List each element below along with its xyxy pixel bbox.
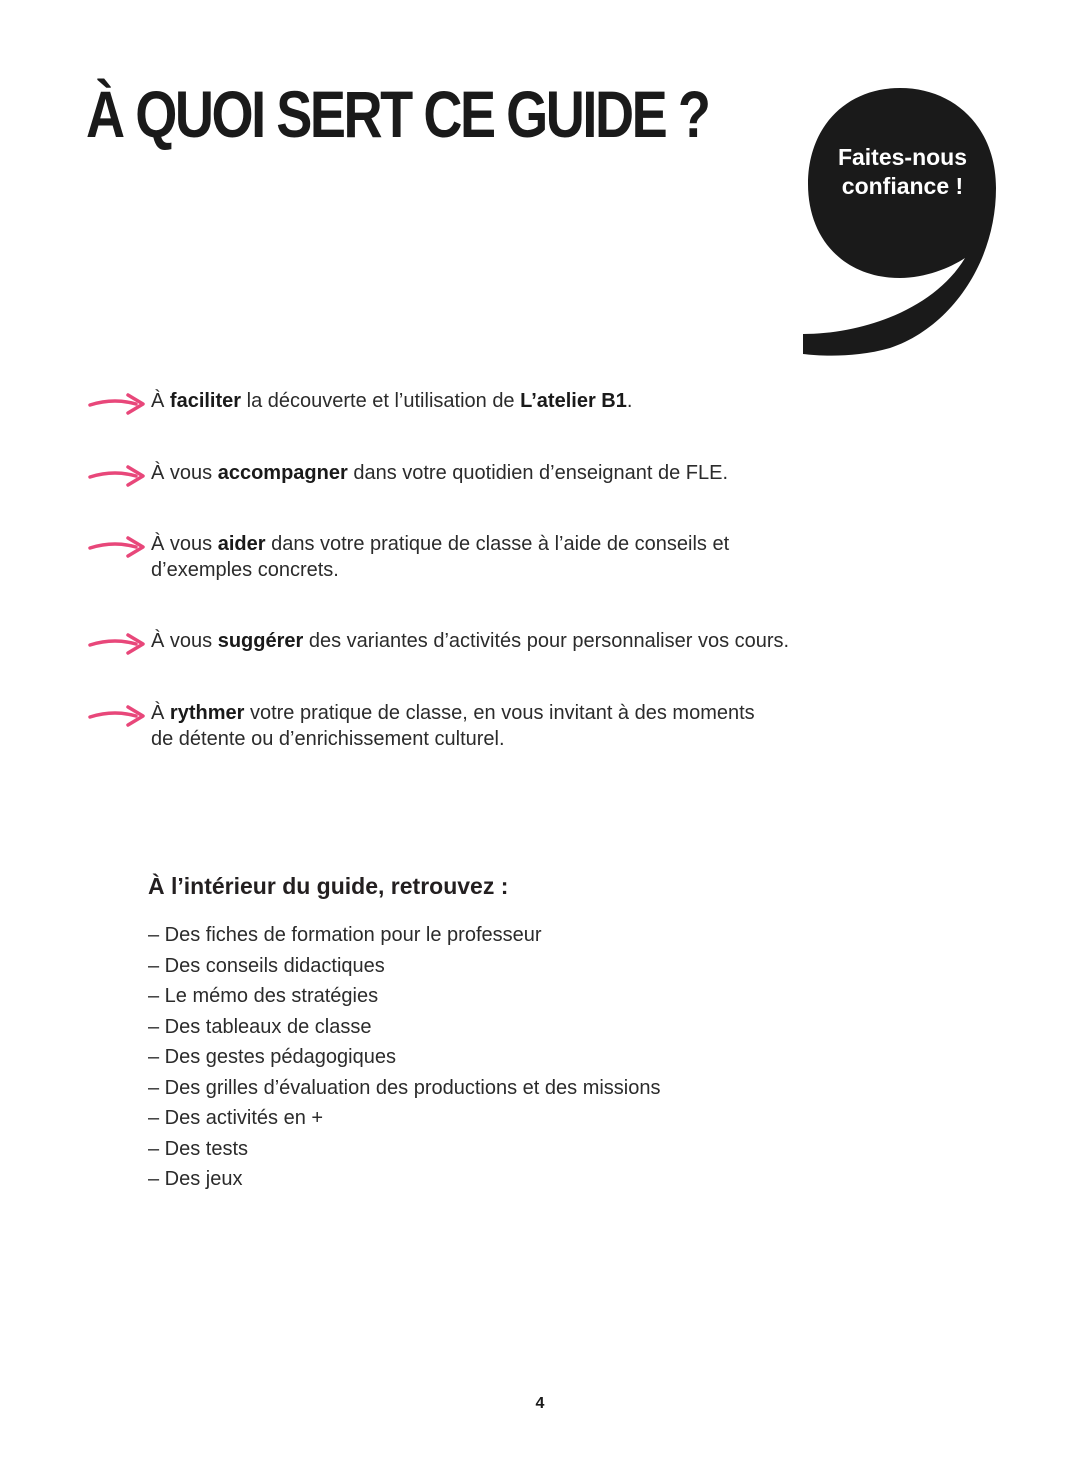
list-item: – Des gestes pédagogiques <box>148 1046 396 1068</box>
inside-heading: À l’intérieur du guide, retrouvez : <box>148 873 509 899</box>
inside-list <box>148 920 661 1195</box>
list-item: – Des tableaux de classe <box>148 1015 372 1038</box>
arrow-right-icon <box>88 703 146 727</box>
list-item: – Des fiches de formation pour le professeur <box>148 924 542 946</box>
list-item: – Des jeux <box>148 1168 243 1190</box>
purpose-item-text: d’exemples concrets. <box>151 559 339 581</box>
list-item: – Des activités en + <box>148 1107 324 1129</box>
arrow-right-icon <box>88 463 146 487</box>
arrow-right-icon <box>88 391 146 415</box>
arrow-right-icon <box>88 534 146 558</box>
purpose-item-text: À vous suggérer des variantes d’activités pour personnaliser vos cours. <box>151 630 790 652</box>
purpose-item-text: À faciliter la découverte et l’utilisation de L’atelier B1. <box>151 390 633 412</box>
purpose-item-text: À vous aider dans votre pratique de classe à l’aide de conseils et <box>151 533 730 555</box>
quote-line-1: Faites-nous <box>837 144 968 170</box>
list-item: – Le mémo des stratégies <box>148 985 379 1007</box>
list-item: – Des conseils didactiques <box>148 954 385 977</box>
page-number: 4 <box>535 1395 545 1412</box>
purpose-item-text: À vous accompagner dans votre quotidien d’enseignant de FLE. <box>151 462 729 484</box>
quote-callout <box>815 143 990 201</box>
purpose-item-text: de détente ou d’enrichissement culturel. <box>151 728 505 750</box>
arrow-right-icon <box>88 631 146 655</box>
list-item: – Des grilles d’évaluation des productions et des missions <box>148 1076 661 1099</box>
comma-quote-icon <box>800 88 1000 358</box>
quote-line-2: confiance ! <box>841 173 964 199</box>
purpose-item-text: À rythmer votre pratique de classe, en vous invitant à des moments <box>151 702 755 724</box>
list-item: – Des tests <box>148 1137 249 1160</box>
page-title: À QUOI SERT CE GUIDE ? <box>86 77 709 151</box>
